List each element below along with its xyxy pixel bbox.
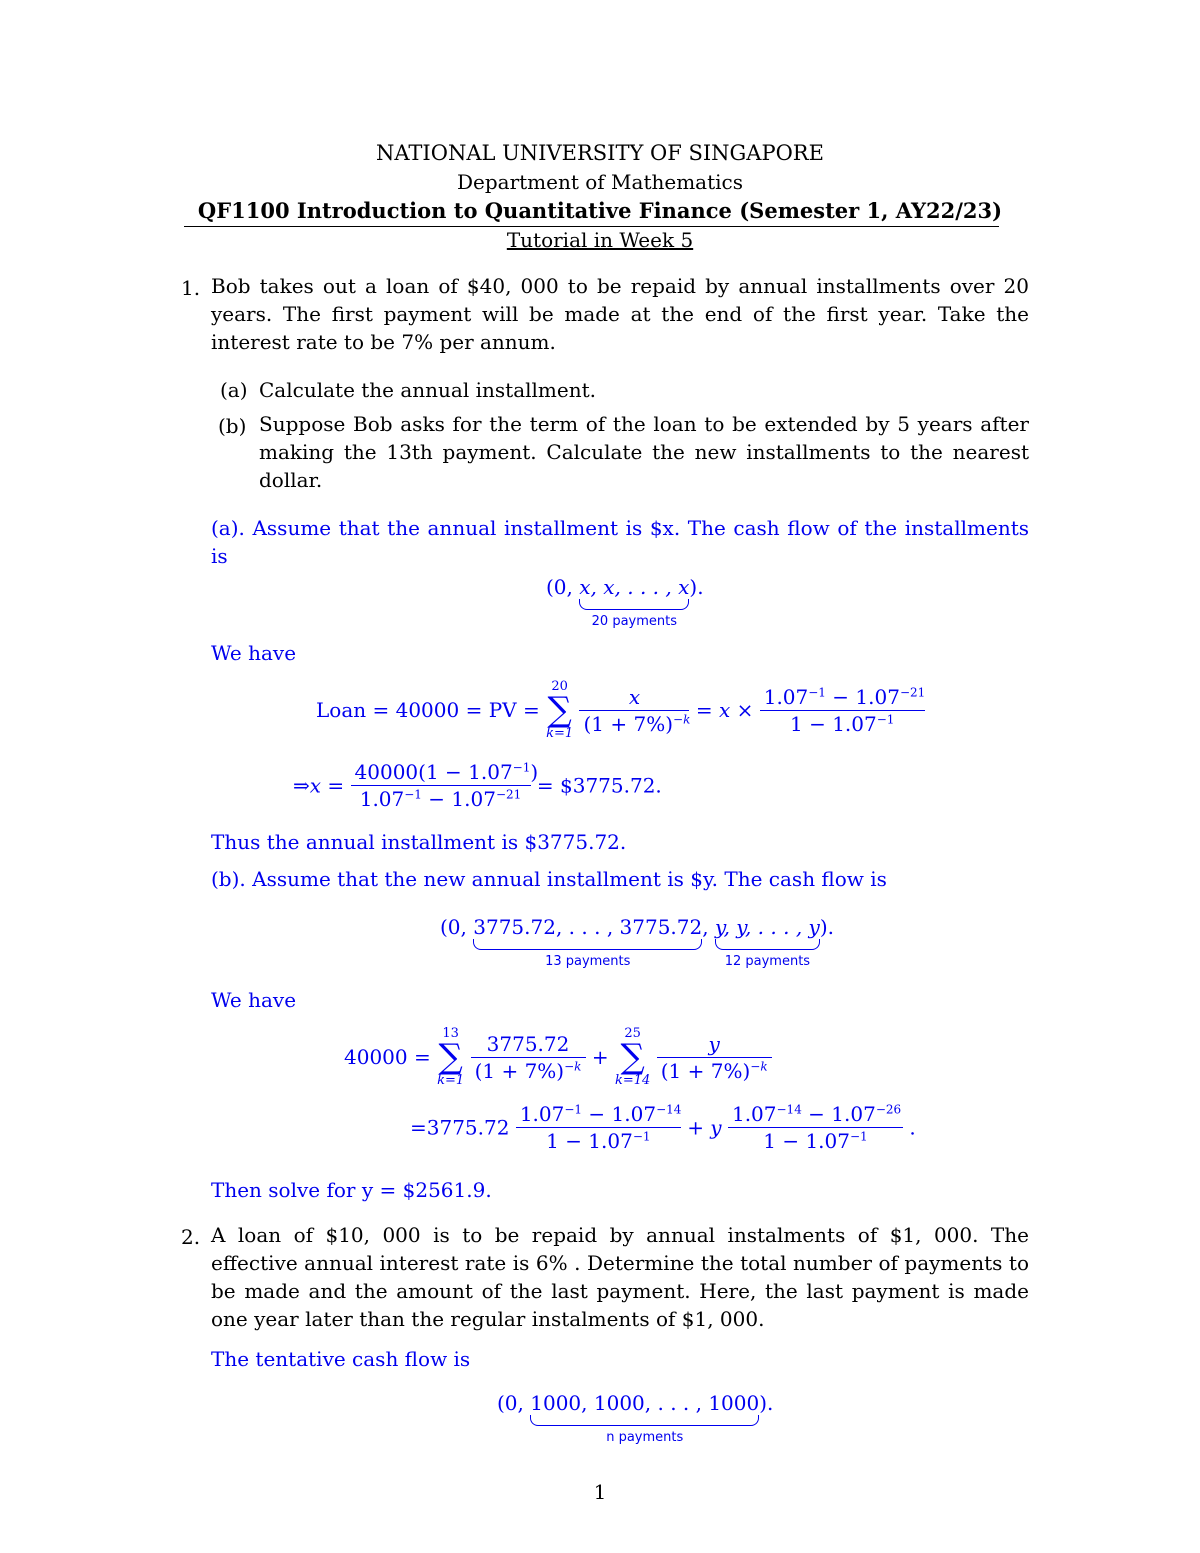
eq2-lhs: ⇒x = bbox=[293, 773, 345, 798]
eq2-fraction bbox=[351, 760, 539, 811]
underbrace-1 bbox=[473, 939, 702, 950]
eq1-mid: = x × bbox=[695, 698, 754, 722]
sol1a-conclusion: Thus the annual installment is $3775.72. bbox=[211, 830, 627, 854]
underbrace-2 bbox=[715, 939, 820, 950]
sol1a-eq1 bbox=[316, 680, 925, 740]
header-rule bbox=[184, 226, 999, 227]
q1-text: Bob takes out a loan of $40, 000 to be repaid by annual installments over 20 years. The first payment will be made at the end of the first year. Take the interest rate to be 7% per annum. bbox=[211, 274, 1029, 354]
underbrace bbox=[579, 599, 689, 610]
eq2-den-a: 1.07 bbox=[359, 787, 405, 811]
q1a-text: Calculate the annual installment. bbox=[259, 378, 596, 402]
cashflow-brace-group bbox=[579, 575, 690, 629]
page-number: 1 bbox=[593, 1480, 607, 1504]
sol2-cf-inner: 1000, 1000, . . . , 1000 bbox=[530, 1391, 760, 1415]
sol1b-conclusion: Then solve for y = $2561.9. bbox=[211, 1178, 492, 1202]
b2n1-exp1: −1 bbox=[564, 1102, 583, 1117]
b2d1-a: 1 − 1.07 bbox=[546, 1129, 633, 1153]
cashflow-open: (0, bbox=[546, 575, 573, 599]
sol2-cf-open: (0, bbox=[497, 1391, 524, 1415]
eq1-right-fraction bbox=[760, 684, 926, 736]
sol1a-intro: (a). Assume that the annual installment is $x. The cash flow of the installments is bbox=[211, 516, 1029, 568]
cashflow-close: ). bbox=[689, 575, 704, 599]
eq2-num-close: ) bbox=[530, 760, 539, 784]
q1b-text: Suppose Bob asks for the term of the loan to be extended by 5 years after making the 13th payment. Calculate the new installments to the nearest dollar. bbox=[259, 412, 1029, 492]
sol1b-cashflow bbox=[440, 915, 834, 969]
b-eq1-frac1 bbox=[471, 1031, 586, 1083]
brace-label: 20 payments bbox=[591, 614, 677, 629]
b-eq2-frac2 bbox=[728, 1104, 903, 1151]
b2n1-exp2: −14 bbox=[656, 1102, 682, 1117]
b-den1-exp: −k bbox=[564, 1058, 582, 1073]
b2n1-mid: − 1.07 bbox=[582, 1102, 657, 1126]
brace1-label: 13 payments bbox=[545, 954, 631, 969]
b2n2-exp1: −14 bbox=[776, 1102, 802, 1117]
sum2-symbol bbox=[615, 1027, 650, 1087]
b-eq2-end: . bbox=[909, 1115, 916, 1140]
b-eq1-num2: y bbox=[657, 1034, 772, 1058]
cf-brace-group-1 bbox=[473, 915, 703, 969]
rnum-exp1: −1 bbox=[808, 684, 826, 699]
b2n2-mid: − 1.07 bbox=[801, 1102, 876, 1126]
b-den2-exp: −k bbox=[750, 1058, 768, 1073]
eq2-num bbox=[351, 760, 539, 786]
eq1-den bbox=[579, 711, 689, 734]
sum2-bottom: k=14 bbox=[615, 1073, 651, 1088]
b-eq2-frac1 bbox=[516, 1104, 681, 1151]
eq1-fraction bbox=[579, 684, 691, 736]
b2n2-exp2: −26 bbox=[875, 1102, 902, 1117]
rden-base: 1 − 1.07 bbox=[790, 711, 877, 736]
b2d2-exp: −1 bbox=[849, 1129, 868, 1144]
q1b-label: (b) bbox=[218, 414, 247, 438]
sum-bottom: k=1 bbox=[546, 726, 574, 741]
brace2-label: 12 payments bbox=[724, 954, 811, 969]
sum1-top: 13 bbox=[442, 1026, 459, 1041]
course-title: QF1100 Introduction to Quantitative Finance (Semester 1, AY22/23) bbox=[197, 198, 1003, 223]
sol1a-eq2 bbox=[293, 762, 662, 809]
tutorial-title: Tutorial in Week 5 bbox=[506, 228, 694, 252]
eq2-den-exp1: −1 bbox=[404, 787, 422, 802]
b-eq1-num1: 3775.72 bbox=[471, 1034, 586, 1058]
rnum-mid: − 1.07 bbox=[825, 684, 900, 709]
b2d1-exp: −1 bbox=[632, 1129, 651, 1144]
sol2-cashflow bbox=[497, 1391, 774, 1445]
eq1-num: x bbox=[579, 687, 689, 711]
sol1b-eq1 bbox=[344, 1027, 772, 1087]
b-den2-base: (1 + 7%) bbox=[660, 1058, 751, 1083]
cf-group2: y, y, . . . , y bbox=[714, 915, 820, 939]
b2n2-a: 1.07 bbox=[731, 1102, 777, 1126]
rnum-exp2: −21 bbox=[899, 684, 926, 699]
department-name: Department of Mathematics bbox=[456, 170, 743, 194]
b-plus: + bbox=[591, 1045, 609, 1069]
q2-number: 2. bbox=[181, 1225, 201, 1249]
sol1b-we-have: We have bbox=[211, 988, 297, 1012]
tutorial-wrap bbox=[0, 230, 1200, 250]
b-eq2-num1 bbox=[516, 1104, 681, 1128]
university-name: NATIONAL UNIVERSITY OF SINGAPORE bbox=[376, 141, 824, 165]
q1-number: 1. bbox=[181, 276, 201, 300]
sigma-glyph: ∑ bbox=[547, 690, 572, 730]
rnum-a: 1.07 bbox=[763, 684, 809, 709]
sol1a-we-have: We have bbox=[211, 641, 297, 665]
b-eq1-den2 bbox=[657, 1058, 772, 1081]
eq1-lhs: Loan = 40000 = PV = bbox=[316, 698, 540, 722]
cf-open: (0, bbox=[440, 915, 467, 939]
b-eq2-den2 bbox=[728, 1128, 903, 1151]
eq1-den-base: (1 + 7%) bbox=[583, 711, 674, 736]
sol1b-intro: (b). Assume that the new annual installment is $y. The cash flow is bbox=[211, 867, 887, 891]
cf-brace-group-2 bbox=[714, 915, 820, 969]
sol2-brace-label: n payments bbox=[606, 1430, 684, 1445]
b-eq2-plus: + y bbox=[687, 1115, 722, 1140]
sigma1-glyph: ∑ bbox=[438, 1037, 463, 1077]
sol2-brace-group bbox=[530, 1391, 760, 1445]
eq2-rhs: = $3775.72. bbox=[536, 773, 662, 798]
sum2-top: 25 bbox=[624, 1026, 641, 1041]
eq1-den-exp: −k bbox=[673, 711, 691, 726]
cf-close: ). bbox=[819, 915, 834, 939]
b-eq1-frac2 bbox=[657, 1031, 772, 1083]
eq1-rnum bbox=[760, 684, 926, 711]
b-eq1-den1 bbox=[471, 1058, 586, 1081]
sigma2-glyph: ∑ bbox=[620, 1037, 645, 1077]
sum-symbol bbox=[546, 680, 573, 740]
sol2-underbrace bbox=[530, 1415, 759, 1426]
cf-comma: , bbox=[702, 915, 709, 939]
b-eq2-num2 bbox=[728, 1104, 903, 1128]
sum-top: 20 bbox=[551, 679, 568, 694]
b-eq2-lhs: =3775.72 bbox=[410, 1115, 510, 1140]
b2n1-a: 1.07 bbox=[519, 1102, 565, 1126]
sol2-cf-close: ). bbox=[759, 1391, 774, 1415]
b-eq1-lhs: 40000 = bbox=[344, 1045, 431, 1069]
eq2-den-exp2: −21 bbox=[495, 787, 522, 802]
eq2-den bbox=[351, 786, 531, 809]
cf-group1: 3775.72, . . . , 3775.72 bbox=[473, 915, 703, 939]
sum1-bottom: k=1 bbox=[437, 1073, 465, 1088]
eq2-den-mid: − 1.07 bbox=[421, 787, 496, 811]
b2d2-a: 1 − 1.07 bbox=[763, 1129, 850, 1153]
b-eq2-den1 bbox=[516, 1128, 681, 1151]
eq2-num-a: 40000(1 − 1.07 bbox=[354, 760, 513, 784]
sol1a-cashflow bbox=[546, 575, 704, 629]
q2-text: A loan of $10, 000 is to be repaid by annual instalments of $1, 000. The effective annual interest rate is 6% . Determine the total number of payments to be made and the amount of the last payment. Here, the last payment is made one year later than the regular instalments of $1, 000. bbox=[211, 1223, 1029, 1331]
cashflow-inner: x, x, . . . , x bbox=[579, 575, 690, 599]
eq1-rden bbox=[760, 711, 925, 734]
b-den1-base: (1 + 7%) bbox=[474, 1058, 565, 1083]
eq2-num-exp: −1 bbox=[512, 760, 531, 775]
sol2-intro: The tentative cash flow is bbox=[211, 1347, 471, 1371]
sum1-symbol bbox=[437, 1027, 464, 1087]
q1a-label: (a) bbox=[220, 378, 248, 402]
sol1b-eq2 bbox=[410, 1104, 916, 1151]
rden-exp: −1 bbox=[876, 711, 895, 726]
